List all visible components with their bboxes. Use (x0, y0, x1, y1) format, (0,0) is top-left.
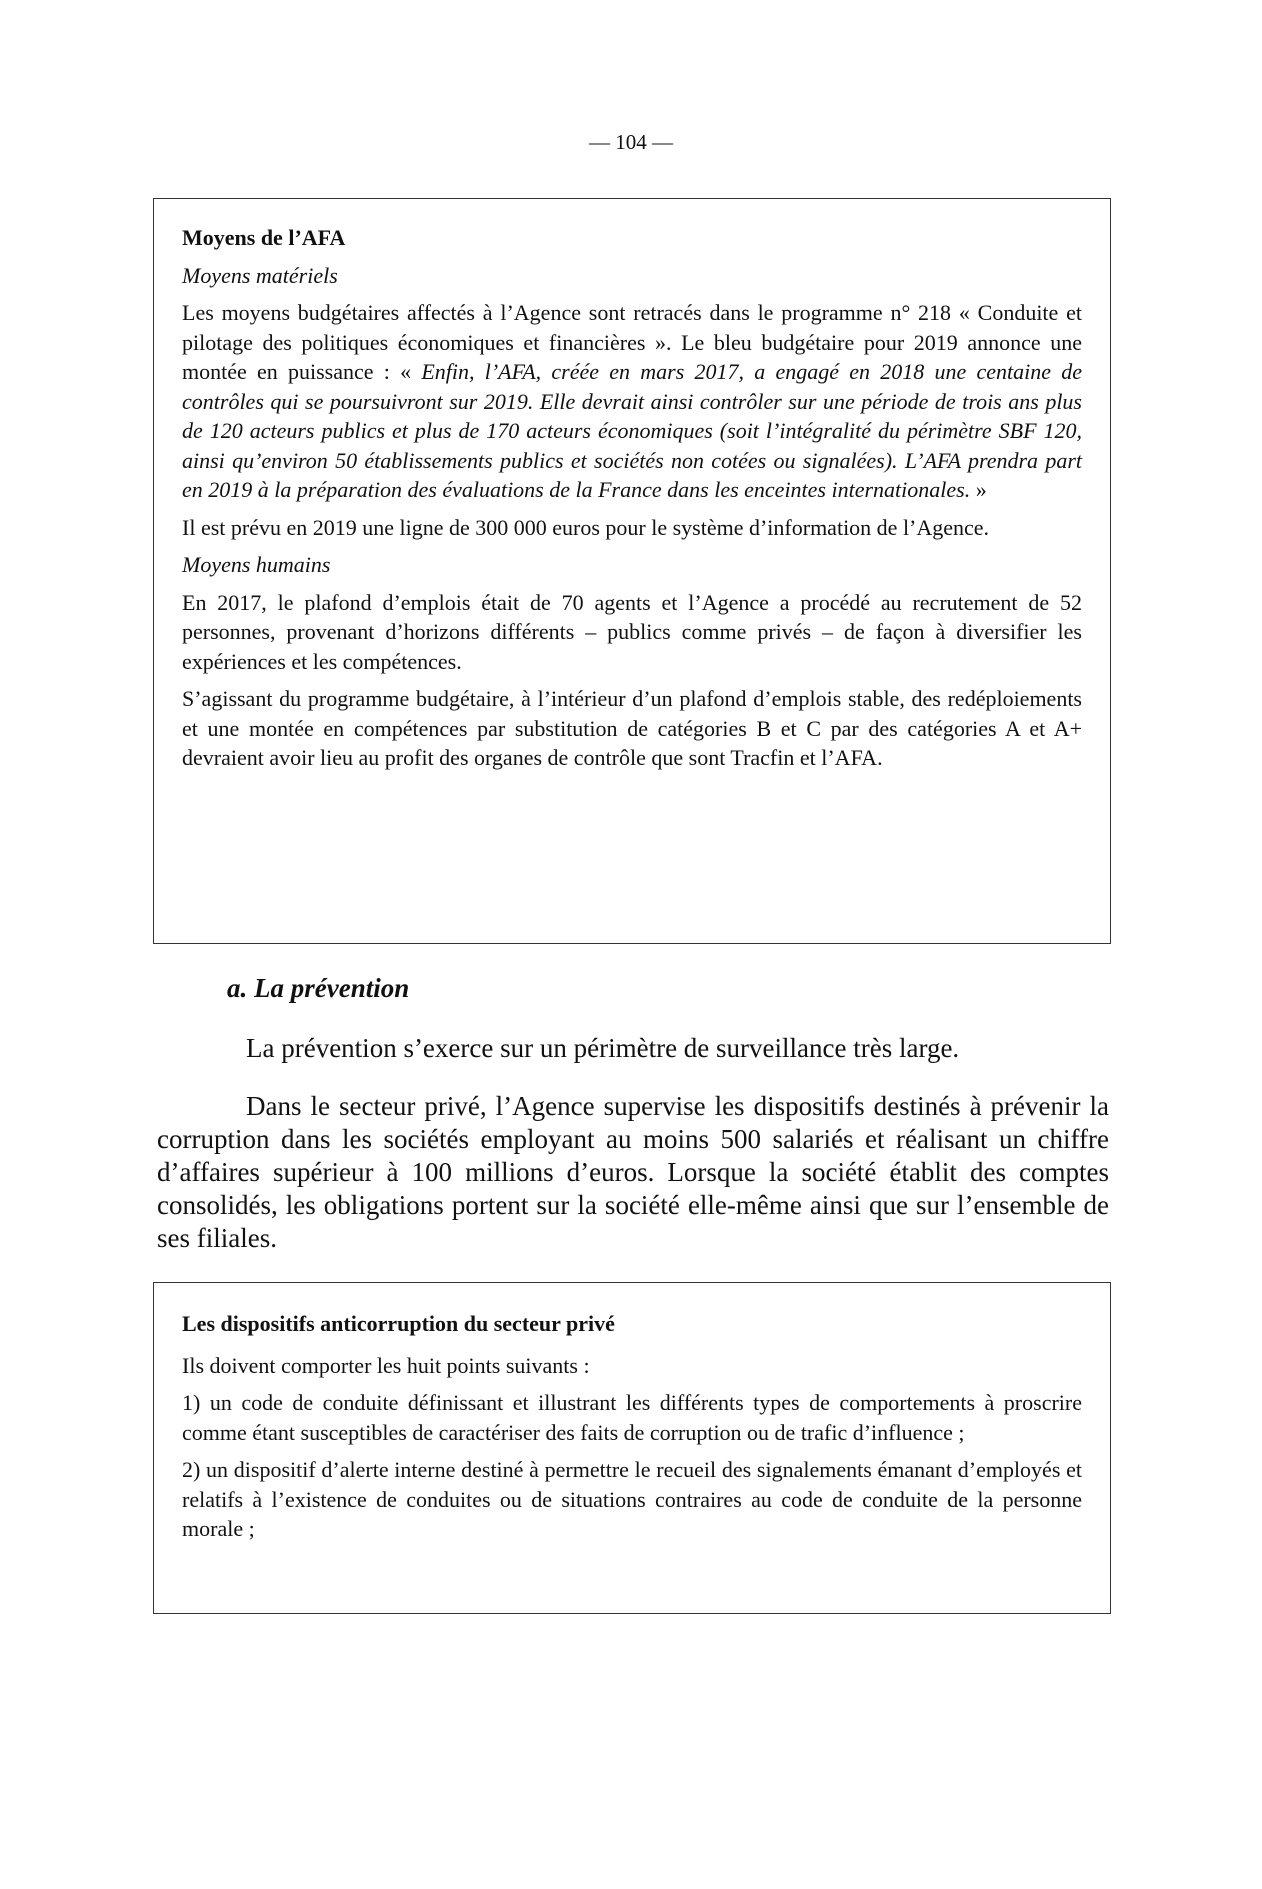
section-title: a. La prévention (227, 973, 410, 1003)
page-number: — 104 — (589, 130, 673, 154)
box-title: Les dispositifs anticorruption du secteur privé (182, 1311, 615, 1336)
recruitment-paragraph: En 2017, le plafond d’emplois était de 70 agents et l’Agence a procédé au recrutement de 52 personnes, provenant d’horizons différents – publics comme privés – de façon à diversifier les expériences et les compétences. (182, 589, 1082, 674)
information-system-paragraph: Il est prévu en 2019 une ligne de 300 000 euros pour le système d’information de l’Agence. (182, 514, 990, 540)
budget-quote-end: » (970, 477, 987, 502)
afa-resources-box (153, 198, 1111, 944)
budget-quote: Enfin, l’AFA, créée en mars 2017, a engagé en 2018 une centaine de contrôles qui se poursuivront sur 2019. Elle devrait ainsi contrôler sur une période de trois ans plus de 120 acteurs publics et plus de 170 acteurs économiques (soit l’intégralité du périmètre SBF 120, ainsi qu’environ 50 établissements publics et sociétés non cotées ou signalées). L’AFA prendra part en 2019 à la préparation des évaluations de la France dans les enceintes internationales. (182, 359, 1082, 502)
box-subtitle-material: Moyens matériels (182, 262, 338, 288)
box-subtitle-human: Moyens humains (182, 552, 331, 577)
anticorruption-box (153, 1282, 1111, 1614)
programme-paragraph: S’agissant du programme budgétaire, à l’intérieur d’un plafond d’emplois stable, des redéploiements et une montée en compétences par substitution de catégories B et C par des catégories A et A+ devraient avoir lieu au profit des organes de contrôle que sont Tracfin et l’AFA. (182, 686, 1082, 770)
list-item: 2) un dispositif d’alerte interne destiné à permettre le recueil des signalements émanant d’employés et relatifs à l’existence de conduites ou de situations contraires au code de conduite de la personne morale ; (182, 1457, 1082, 1541)
body-paragraph: La prévention s’exerce sur un périmètre de surveillance très large. (246, 1033, 960, 1063)
budget-paragraph (182, 298, 1082, 505)
list-item: 1) un code de conduite définissant et illustrant les différents types de comportements à proscrire comme étant susceptibles de caractériser des faits de corruption ou de trafic d’influence ; (182, 1390, 1082, 1445)
body-paragraph: Dans le secteur privé, l’Agence supervise les dispositifs destinés à prévenir la corruption dans les sociétés employant au moins 500 salariés et réalisant un chiffre d’affaires supérieur à 100 millions d’euros. Lorsque la société établit des comptes consolidés, les obligations portent sur la société elle-même ainsi que sur l’ensemble de ses filiales. (157, 1091, 1109, 1253)
budget-text: Les moyens budgétaires affectés à l’Agence sont retracés dans le programme n° 218 « Conduite et pilotage des politiques économiques et financières ». Le bleu budgétaire pour 2019 annonce une montée en puissance : « (182, 300, 1082, 384)
box-title: Moyens de l’AFA (182, 225, 346, 250)
box-intro: Ils doivent comporter les huit points suivants : (182, 1352, 590, 1378)
